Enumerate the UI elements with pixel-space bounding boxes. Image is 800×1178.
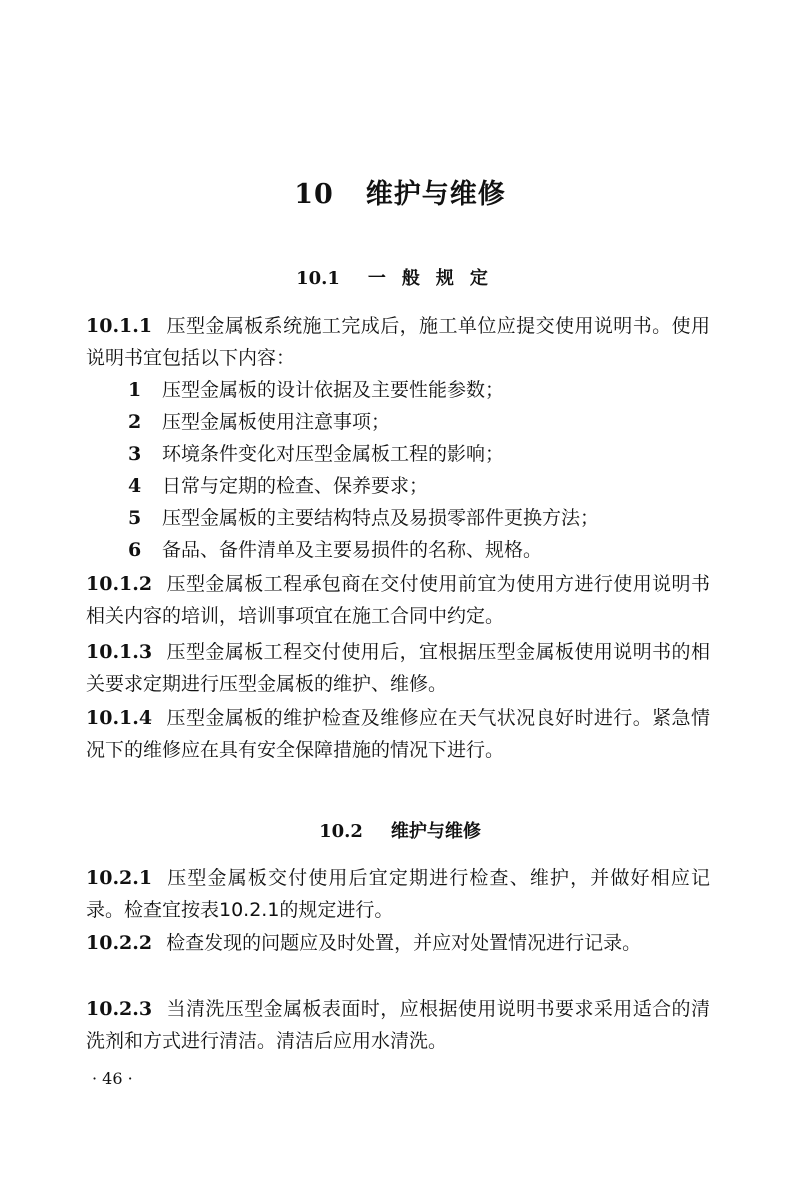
chapter-number: 10 <box>294 179 334 210</box>
chapter-title-text: 维护与维修 <box>365 179 506 210</box>
chapter-title <box>0 172 800 211</box>
list-item <box>128 502 718 534</box>
clause-text: 压型金属板交付使用后宜定期进行检查、维护，并做好相应记录。检查宜按表10.2.1的规定进行。 <box>86 867 710 921</box>
section-heading-10-2 <box>0 817 800 843</box>
section-number: 10.2 <box>319 821 363 842</box>
list-item-text: 日常与定期的检查、保养要求； <box>162 475 429 497</box>
list-item <box>128 406 718 438</box>
list-item-number: 3 <box>128 443 142 465</box>
list-item-number: 4 <box>128 475 142 497</box>
clause-number: 10.1.3 <box>86 641 153 663</box>
list-item-text: 备品、备件清单及主要易损件的名称、规格。 <box>162 539 543 561</box>
section-number: 10.1 <box>296 268 340 289</box>
list-item-text: 环境条件变化对压型金属板工程的影响； <box>162 443 505 465</box>
clause-text: 检查发现的问题应及时处置，并应对处置情况进行记录。 <box>166 932 642 954</box>
clause-number: 10.2.3 <box>86 998 153 1020</box>
clause-10-1-2 <box>86 568 710 632</box>
list-item-number: 1 <box>128 379 142 401</box>
section-heading-10-1 <box>0 264 800 290</box>
clause-text: 当清洗压型金属板表面时，应根据使用说明书要求采用适合的清洗剂和方式进行清洁。清洁后应用水清洗。 <box>86 998 710 1052</box>
section-title-text: 一般规定 <box>367 268 504 289</box>
list-item-number: 5 <box>128 507 142 529</box>
clause-10-2-2 <box>86 927 710 959</box>
clause-number: 10.1.4 <box>86 707 153 729</box>
clause-10-2-1 <box>86 862 710 926</box>
list-item-text: 压型金属板使用注意事项； <box>162 411 391 433</box>
clause-10-1-1 <box>86 310 710 374</box>
page-number: · 46 · <box>92 1069 133 1088</box>
list-item-number: 2 <box>128 411 142 433</box>
list-item <box>128 374 718 406</box>
clause-text: 压型金属板工程承包商在交付使用前宜为使用方进行使用说明书相关内容的培训，培训事项宜在施工合同中约定。 <box>86 573 710 627</box>
list-item-number: 6 <box>128 539 142 561</box>
clause-number: 10.2.2 <box>86 932 153 954</box>
clause-text: 压型金属板的维护检查及维修应在天气状况良好时进行。紧急情况下的维修应在具有安全保障措施的情况下进行。 <box>86 707 710 761</box>
list-item <box>128 470 718 502</box>
clause-number: 10.1.1 <box>86 315 153 337</box>
clause-text: 压型金属板工程交付使用后，宜根据压型金属板使用说明书的相关要求定期进行压型金属板的维护、维修。 <box>86 641 710 695</box>
section-title-text: 维护与维修 <box>390 821 481 842</box>
clause-10-2-3 <box>86 993 710 1057</box>
clause-text: 压型金属板系统施工完成后，施工单位应提交使用说明书。使用说明书宜包括以下内容： <box>86 315 710 369</box>
list-item-text: 压型金属板的主要结构特点及易损零部件更换方法； <box>162 507 600 529</box>
clause-10-1-3 <box>86 636 710 700</box>
list-item <box>128 534 718 566</box>
clause-number: 10.2.1 <box>86 867 153 889</box>
list-item-text: 压型金属板的设计依据及主要性能参数； <box>162 379 505 401</box>
list-item <box>128 438 718 470</box>
clause-number: 10.1.2 <box>86 573 153 595</box>
clause-10-1-4 <box>86 702 710 766</box>
